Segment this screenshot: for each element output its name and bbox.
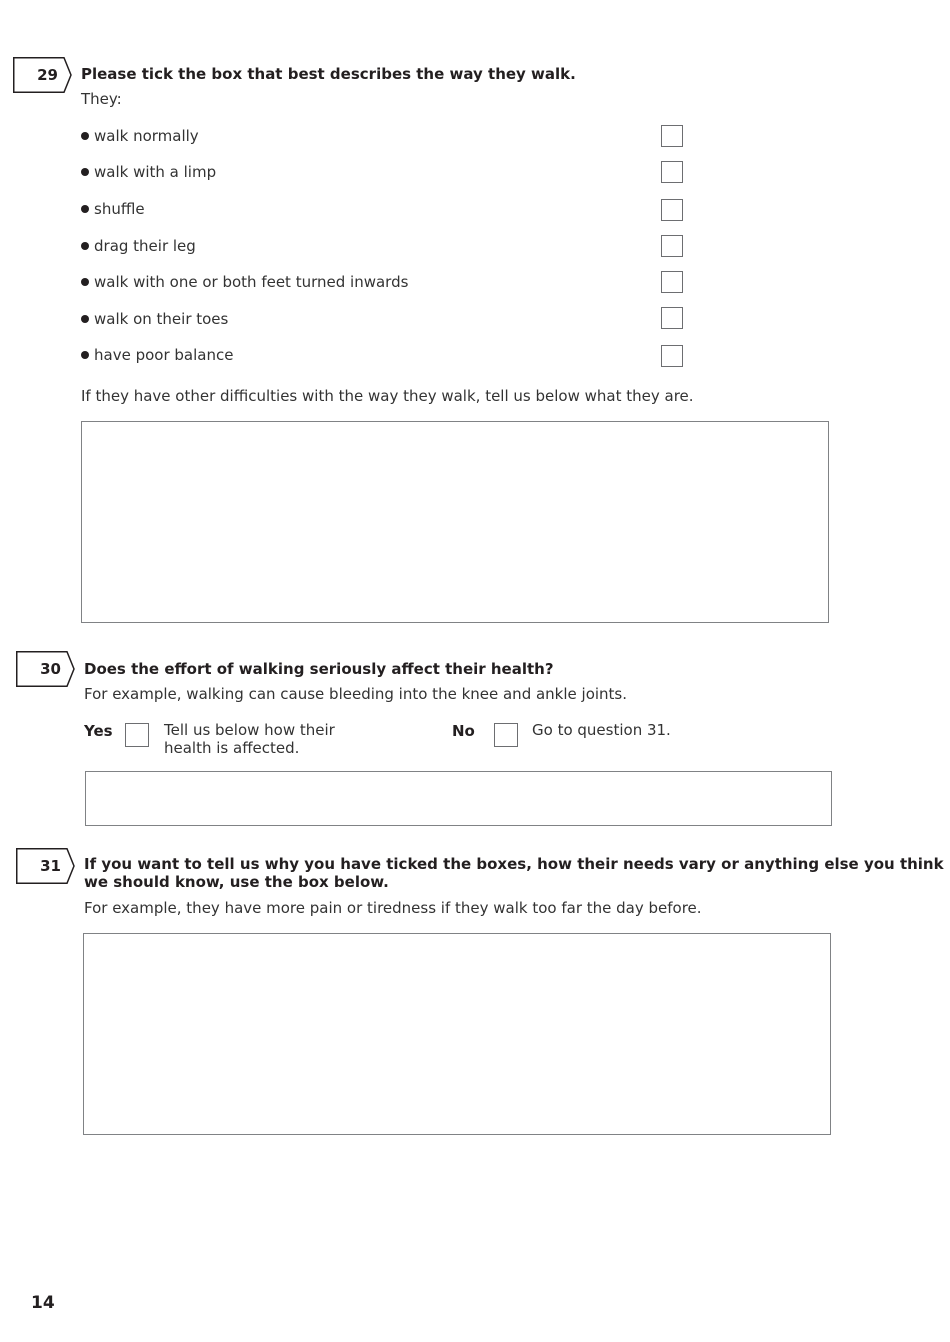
option-checkbox[interactable] <box>661 235 683 257</box>
option-label: shuffle <box>94 200 145 218</box>
option-label: have poor balance <box>94 346 234 364</box>
no-label: No <box>452 722 475 740</box>
other-difficulties-textarea[interactable] <box>81 421 829 623</box>
option-label: walk on their toes <box>94 310 229 328</box>
question-example: For example, they have more pain or tiredness if they walk too far the day before. <box>84 899 702 917</box>
option-row <box>81 199 145 219</box>
question-title: Please tick the box that best describes the way they walk. <box>81 65 576 83</box>
bullet-icon <box>81 242 89 250</box>
yes-instruction <box>164 721 335 757</box>
yes-checkbox[interactable] <box>125 723 149 747</box>
option-label: walk with one or both feet turned inwards <box>94 273 409 291</box>
yes-instruction-line: Tell us below how their <box>164 721 335 739</box>
no-instruction: Go to question 31. <box>532 721 671 739</box>
option-checkbox[interactable] <box>661 125 683 147</box>
bullet-icon <box>81 205 89 213</box>
bullet-icon <box>81 278 89 286</box>
option-checkbox[interactable] <box>661 307 683 329</box>
yes-instruction-line: health is affected. <box>164 739 300 757</box>
question-number-marker <box>16 651 76 688</box>
bullet-icon <box>81 351 89 359</box>
additional-info-textarea[interactable] <box>83 933 831 1135</box>
option-row <box>81 309 228 329</box>
health-affected-textarea[interactable] <box>85 771 832 826</box>
question-number-marker <box>16 848 76 885</box>
bullet-icon <box>81 132 89 140</box>
question-example: For example, walking can cause bleeding into the knee and ankle joints. <box>84 685 628 703</box>
question-intro: They: <box>81 90 122 108</box>
option-checkbox[interactable] <box>661 161 683 183</box>
option-row <box>81 345 233 365</box>
option-label: walk with a limp <box>94 163 217 181</box>
question-number: 31 <box>40 857 61 875</box>
question-number: 30 <box>40 660 61 678</box>
option-label: walk normally <box>94 127 199 145</box>
question-number: 29 <box>37 66 58 84</box>
option-label: drag their leg <box>94 237 196 255</box>
option-row <box>81 272 408 292</box>
question-title: Does the effort of walking seriously affect their health? <box>84 660 554 678</box>
bullet-icon <box>81 168 89 176</box>
question-title <box>84 855 944 891</box>
option-row <box>81 236 196 256</box>
bullet-icon <box>81 315 89 323</box>
yes-label: Yes <box>84 722 113 740</box>
option-checkbox[interactable] <box>661 271 683 293</box>
option-row <box>81 126 199 146</box>
question-title-line: If you want to tell us why you have ticked the boxes, how their needs vary or anything else you think <box>84 855 944 873</box>
option-checkbox[interactable] <box>661 345 683 367</box>
other-difficulties-prompt: If they have other difficulties with the way they walk, tell us below what they are. <box>81 387 694 405</box>
question-title-line: we should know, use the box below. <box>84 873 389 891</box>
no-checkbox[interactable] <box>494 723 518 747</box>
question-number-marker <box>13 57 73 94</box>
option-checkbox[interactable] <box>661 199 683 221</box>
page-number: 14 <box>31 1293 55 1313</box>
option-row <box>81 162 216 182</box>
